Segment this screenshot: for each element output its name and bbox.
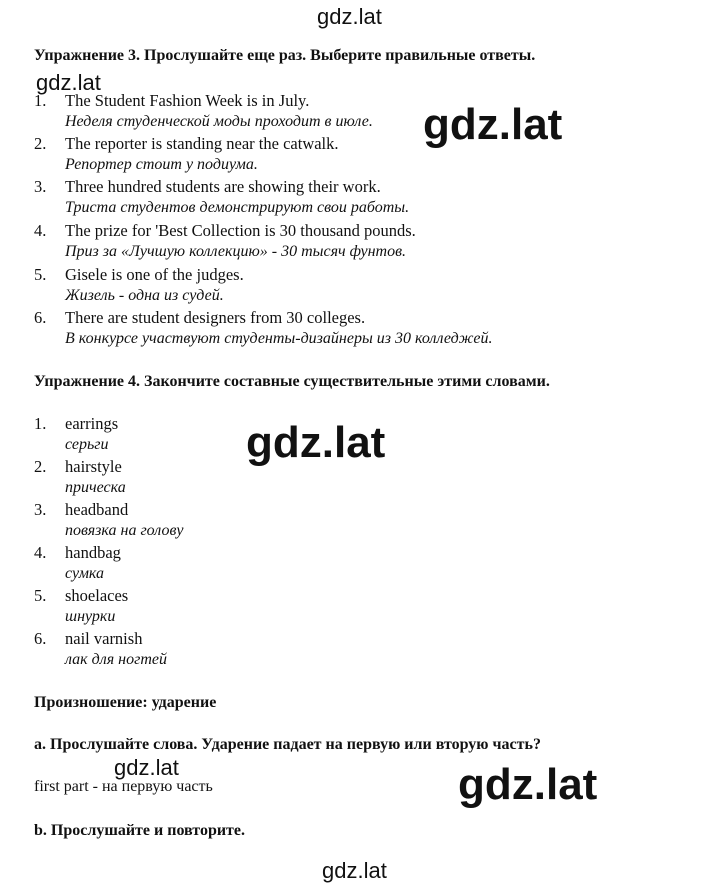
item-number: 6. (34, 308, 47, 327)
pronunciation-a-answer: first part - на первую часть (34, 778, 213, 795)
watermark: gdz.lat (458, 760, 598, 809)
list-item (34, 629, 142, 649)
item-number: 6. (34, 629, 47, 648)
item-number: 2. (34, 134, 47, 153)
list-item (34, 265, 244, 285)
item-text: shoelaces (65, 586, 129, 605)
item-number: 5. (34, 586, 47, 605)
list-item (34, 221, 416, 241)
watermark: gdz.lat (317, 4, 382, 29)
item-number: 5. (34, 265, 47, 284)
item-text: earrings (65, 414, 119, 433)
item-number: 4. (34, 221, 47, 240)
item-translation: Приз за «Лучшую коллекцию» - 30 тысяч фунтов. (65, 243, 407, 260)
item-translation: сумка (65, 565, 104, 582)
item-translation: прическа (65, 479, 126, 496)
item-number: 1. (34, 414, 47, 433)
item-translation: лак для ногтей (65, 651, 167, 668)
exercise-4-title: Упражнение 4. Закончите составные существительные этими словами. (34, 373, 550, 390)
item-text: headband (65, 500, 129, 519)
watermark: gdz.lat (246, 418, 386, 467)
watermark: gdz.lat (36, 70, 101, 95)
item-text: The prize for 'Best Collection is 30 thousand pounds. (65, 221, 416, 240)
item-number: 1. (34, 91, 47, 110)
item-translation: повязка на голову (65, 522, 184, 539)
item-translation: серьги (65, 436, 109, 453)
pronunciation-b-title: b. Прослушайте и повторите. (34, 822, 246, 839)
list-item (34, 177, 381, 197)
item-text: nail varnish (65, 629, 143, 648)
watermark: gdz.lat (423, 100, 563, 149)
item-translation: шнурки (65, 608, 116, 625)
pronunciation-title: Произношение: ударение (34, 694, 217, 711)
item-text: Three hundred students are showing their work. (65, 177, 381, 196)
item-translation: Репортер стоит у подиума. (65, 156, 258, 173)
item-translation: Жизель - одна из судей. (65, 287, 224, 304)
item-text: handbag (65, 543, 121, 562)
item-number: 3. (34, 500, 47, 519)
item-text: There are student designers from 30 colleges. (65, 308, 366, 327)
list-item (34, 457, 122, 477)
list-item (34, 500, 128, 520)
item-number: 2. (34, 457, 47, 476)
list-item (34, 134, 339, 154)
watermark: gdz.lat (322, 858, 387, 883)
item-text: Gisele is one of the judges. (65, 265, 244, 284)
item-number: 4. (34, 543, 47, 562)
item-translation: В конкурсе участвуют студенты-дизайнеры из 30 колледжей. (65, 330, 493, 347)
item-text: The Student Fashion Week is in July. (65, 91, 310, 110)
pronunciation-a-title: a. Прослушайте слова. Ударение падает на первую или вторую часть? (34, 736, 541, 753)
item-number: 3. (34, 177, 47, 196)
list-item (34, 586, 128, 606)
item-translation: Триста студентов демонстрируют свои работы. (65, 199, 410, 216)
list-item (34, 308, 365, 328)
exercise-3-title: Упражнение 3. Прослушайте еще раз. Выберите правильные ответы. (34, 47, 536, 64)
list-item (34, 414, 118, 434)
item-text: The reporter is standing near the catwalk. (65, 134, 339, 153)
list-item (34, 543, 121, 563)
item-translation: Неделя студенческой моды проходит в июле. (65, 113, 373, 130)
item-text: hairstyle (65, 457, 122, 476)
watermark: gdz.lat (114, 755, 179, 780)
